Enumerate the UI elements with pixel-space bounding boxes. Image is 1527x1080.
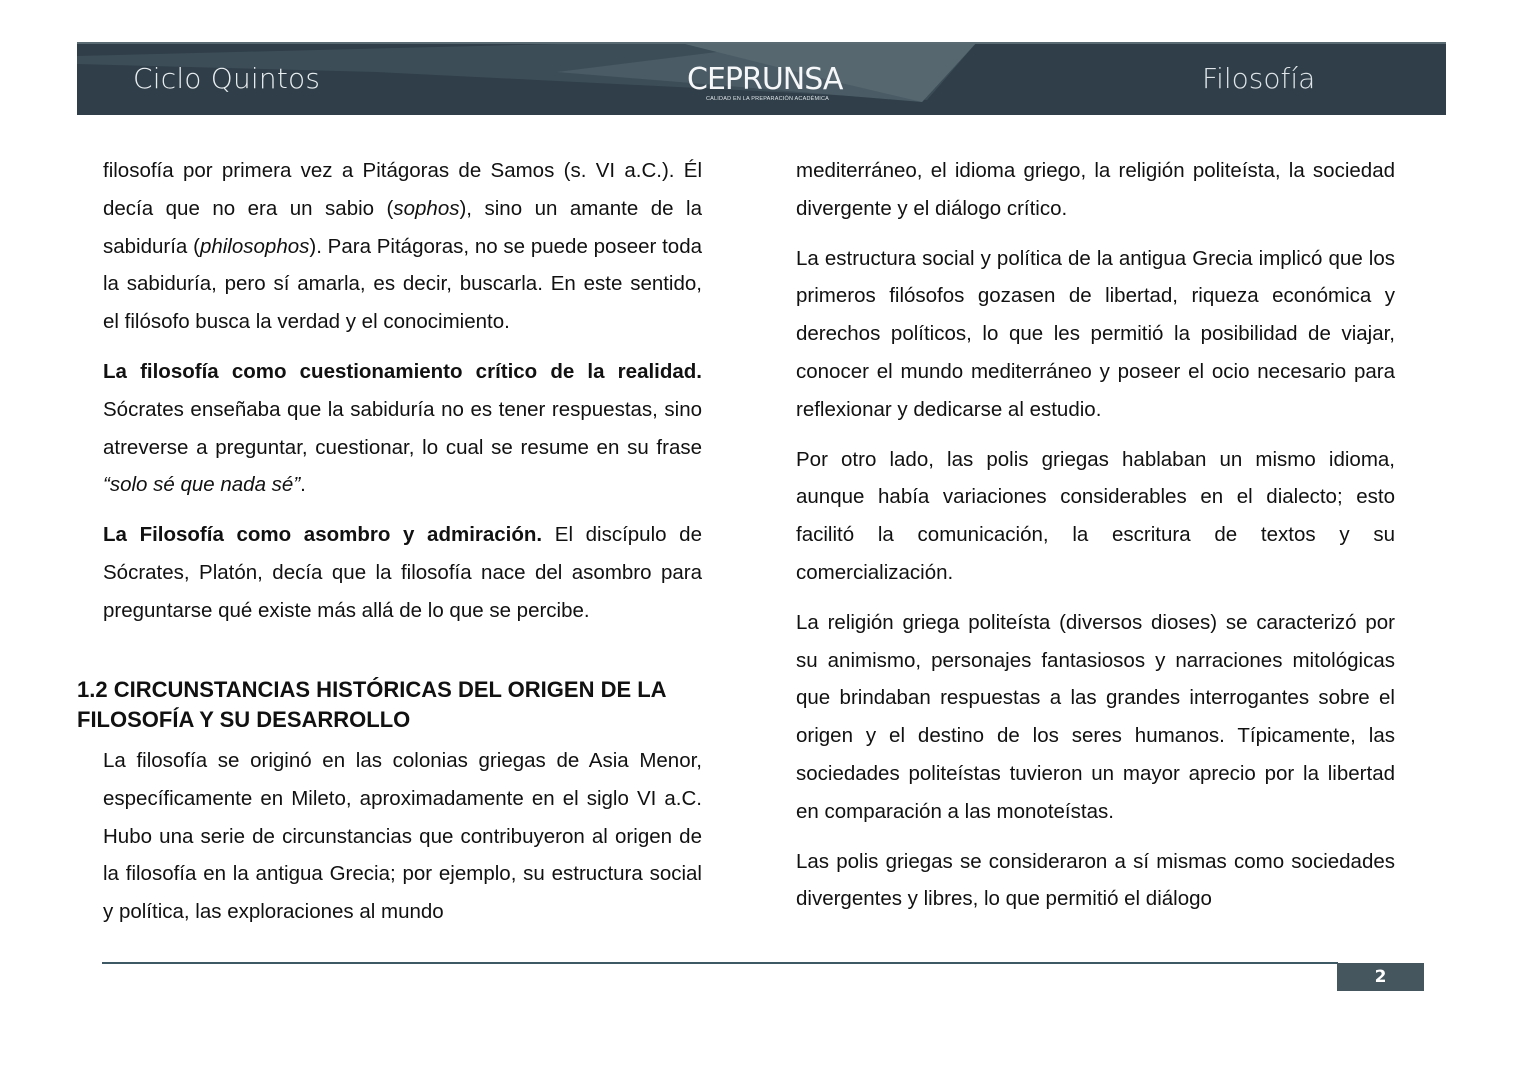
- left-column-continued: [103, 742, 702, 943]
- logo-text: CEPRUNSA: [687, 62, 843, 97]
- left-column: [103, 152, 702, 642]
- text: .: [300, 473, 306, 497]
- italic-term: philosophos: [199, 234, 310, 258]
- section-heading: 1.2 CIRCUNSTANCIAS HISTÓRICAS DEL ORIGEN DE LA FILOSOFÍA Y SU DESARROLLO: [77, 677, 666, 732]
- text: filosofía por primera vez a Pitágoras de Samos (s. VI a.C.). Él decía que no era un sabio (: [103, 159, 702, 220]
- paragraph-critical-questioning: [103, 353, 702, 504]
- paragraph-pythagoras: [103, 152, 702, 341]
- paragraph-religion: La religión griega politeísta (diversos dioses) se caracterizó por su animismo, personajes fantasiosos y narraciones mitológicas que brindaban respuestas a las grandes interrogantes sobre el origen y el destino de los seres humanos. Típicamente, las sociedades politeístas tuvieron un mayor aprecio por la libertad en comparación a las monoteístas.: [796, 610, 1395, 823]
- logo-tagline: CALIDAD EN LA PREPARACIÓN ACADÉMICA: [706, 96, 830, 102]
- paragraph-wonder: [103, 516, 702, 629]
- page-header: [77, 42, 1446, 115]
- paragraph-language: Por otro lado, las polis griegas hablaban un mismo idioma, aunque había variaciones considerables en el dialecto; esto facilitó la comunicación, la escritura de textos y su comercialización.: [796, 447, 1395, 584]
- text: El discípulo de Sócrates, Platón, decía que la filosofía nace del asombro para preguntarse qué existe más allá de lo que se percibe.: [103, 523, 702, 622]
- subject-title: Filosofía: [1202, 62, 1316, 95]
- course-cycle-title: Ciclo Quintos: [133, 62, 321, 95]
- text: ), sino un amante de la sabiduría (: [103, 196, 703, 258]
- page-number-badge: 2: [1337, 963, 1424, 991]
- ceprunsa-logo: [687, 64, 852, 104]
- text: ). Para Pitágoras, no se puede poseer toda la sabiduría, pero sí amarla, es decir, buscarla. En este sentido, el filósofo busca la verdad y el conocimiento.: [103, 234, 702, 334]
- footer-divider: [102, 962, 1338, 964]
- right-column: [796, 152, 1395, 930]
- bold-lead: La filosofía como cuestionamiento crítico de la realidad.: [103, 359, 702, 383]
- paragraph-circumstances-list: mediterráneo, el idioma griego, la religión politeísta, la sociedad divergente y el diálogo crítico.: [796, 159, 1395, 220]
- text: Sócrates enseñaba que la sabiduría no es tener respuestas, sino atreverse a preguntar, cuestionar, lo cual se resume en su frase: [103, 397, 702, 459]
- paragraph-social-structure: La estructura social y política de la antigua Grecia implicó que los primeros filósofos gozasen de libertad, riqueza económica y derechos políticos, lo que les permitió la posibilidad de viajar, conocer el mundo mediterráneo y poseer el ocio necesario para reflexionar y dedicarse al estudio.: [796, 246, 1395, 421]
- italic-term: sophos: [393, 196, 460, 220]
- paragraph-divergent-societies: Las polis griegas se consideraron a sí mismas como sociedades divergentes y libres, lo que permitió el diálogo: [796, 849, 1395, 911]
- bold-lead: La Filosofía como asombro y admiración.: [103, 523, 543, 547]
- italic-quote: “solo sé que nada sé”: [103, 473, 301, 497]
- paragraph-origin: La filosofía se originó en las colonias griegas de Asia Menor, específicamente en Mileto, aproximadamente en el siglo VI a.C. Hubo una serie de circunstancias que contribuyeron al origen de la filosofía en la antigua Grecia; por ejemplo, su estructura social y política, las exploraciones al mundo: [103, 749, 702, 924]
